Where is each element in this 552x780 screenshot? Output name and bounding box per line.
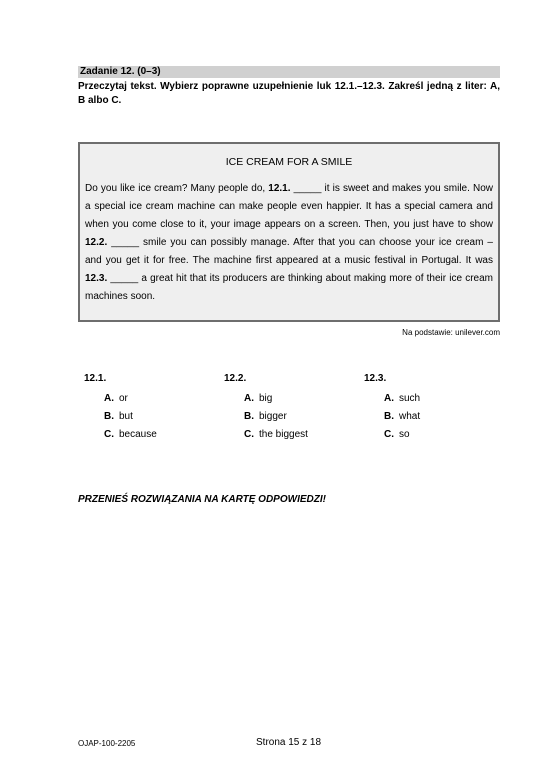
task-header: Zadanie 12. (0–3) [78,66,500,78]
option-text: bigger [259,411,287,422]
question-number: 12.1. [84,373,107,384]
passage-segment: _____ it is sweet and makes you smile. Now a special ice cream machine can make people even happier. It has a special camera and when you come close to it, your image appears on a screen. Then, you just have to show [85,183,493,230]
option-text: what [399,411,421,422]
option-a[interactable] [364,390,484,408]
reading-passage-box [78,142,500,322]
option-letter[interactable]: A. [244,393,254,404]
option-c[interactable] [84,426,204,444]
question-number: 12.2. [224,373,247,384]
page-number: Strona 15 z 18 [256,737,322,748]
option-text: or [119,393,128,404]
option-c[interactable] [224,426,344,444]
question-12-1 [84,372,204,444]
option-text: but [119,411,133,422]
option-text: such [399,393,421,404]
option-letter[interactable]: B. [104,411,114,422]
question-12-3 [364,372,484,444]
option-text: big [259,393,273,404]
option-text: so [399,429,410,440]
passage-title: ICE CREAM FOR A SMILE [225,156,353,168]
option-letter[interactable]: B. [384,411,394,422]
option-a[interactable] [84,390,204,408]
source-note: Na podstawie: unilever.com [402,328,500,337]
option-text: the biggest [259,429,308,440]
option-b[interactable] [364,408,484,426]
task-instruction: Przeczytaj tekst. Wybierz poprawne uzupełnienie luk 12.1.–12.3. Zakreśl jedną z liter: A, B albo C. [78,81,500,106]
exam-code: OJAP-100-2205 [78,739,136,748]
question-number: 12.3. [364,373,387,384]
question-12-2 [224,372,344,444]
option-b[interactable] [224,408,344,426]
gap-number-12-1: 12.1. [268,183,291,194]
option-a[interactable] [224,390,344,408]
passage-segment: _____ a great hit that its producers are thinking about making more of their ice cream machines soon. [85,273,493,302]
option-b[interactable] [84,408,204,426]
passage-segment: _____ smile you can possibly manage. After that you can choose your ice cream – and you get it for free. The machine first appeared at a music festival in Portugal. It was [85,237,493,266]
option-letter[interactable]: A. [104,393,114,404]
transfer-answers-note: PRZENIEŚ ROZWIĄZANIA NA KARTĘ ODPOWIEDZI! [78,494,326,505]
option-letter[interactable]: C. [244,429,254,440]
passage-text [85,180,493,306]
option-letter[interactable]: C. [104,429,114,440]
gap-number-12-2: 12.2. [85,237,108,248]
option-c[interactable] [364,426,484,444]
option-letter[interactable]: B. [244,411,254,422]
option-text: because [119,429,157,440]
passage-segment: Do you like ice cream? Many people do, [85,183,269,194]
option-letter[interactable]: A. [384,393,394,404]
option-letter[interactable]: C. [384,429,394,440]
gap-number-12-3: 12.3. [85,273,108,284]
